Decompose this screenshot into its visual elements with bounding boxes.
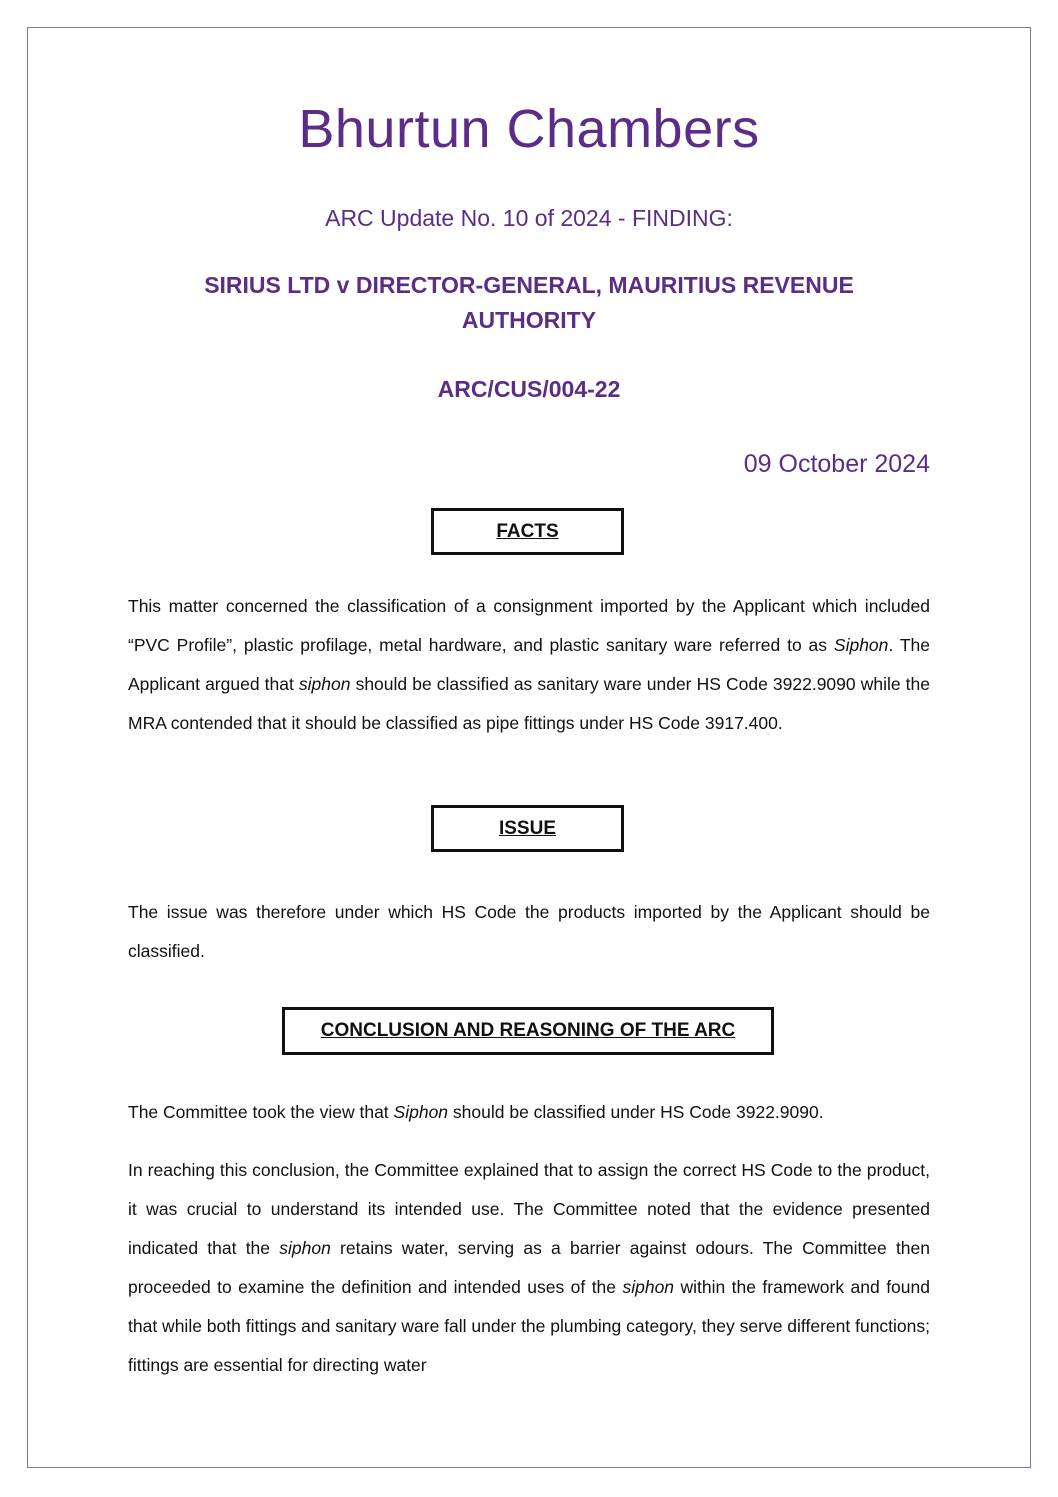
conclusion-heading-label: CONCLUSION AND REASONING OF THE ARC <box>320 1020 736 1041</box>
issue-heading-label: ISSUE <box>498 817 557 839</box>
conclusion-p2-siphon-1: siphon <box>279 1238 331 1258</box>
facts-heading-label: FACTS <box>496 520 559 542</box>
conclusion-p2-text-3: within the framework and found that while both fittings and sanitary ware fall under the plumbing category, they serve different functions; fittings are essential for directing water <box>128 1277 930 1375</box>
conclusion-p2-siphon-2: siphon <box>622 1277 675 1297</box>
conclusion-p1-text-2: should be classified under HS Code 3922.9090. <box>448 1102 824 1122</box>
issue-paragraph: The issue was therefore under which HS Code the products imported by the Applicant should be classified. <box>128 902 930 961</box>
conclusion-heading <box>282 1007 774 1055</box>
conclusion-p2-text-2: retains water, serving as a barrier against odours. The Committee then proceeded to examine the definition and intended uses of the <box>128 1238 931 1297</box>
document-date: 09 October 2024 <box>743 450 930 478</box>
facts-paragraph <box>128 587 930 743</box>
facts-text-2: . The Applicant argued that <box>128 635 930 694</box>
facts-heading <box>431 508 624 555</box>
update-line: ARC Update No. 10 of 2024 - FINDING: <box>325 205 733 231</box>
case-title: SIRIUS LTD v DIRECTOR-GENERAL, MAURITIUS REVENUE AUTHORITY <box>204 272 854 333</box>
facts-text-1: This matter concerned the classification of a consignment imported by the Applicant which included “PVC Profile”, plastic profilage, metal hardware, and plastic sanitary ware referred to as <box>128 596 930 655</box>
facts-text-siphon-1: Siphon <box>833 635 889 655</box>
org-title: Bhurtun Chambers <box>298 99 760 159</box>
facts-text-siphon-2: siphon <box>298 674 351 694</box>
conclusion-paragraph-1 <box>128 1093 930 1132</box>
conclusion-p2-text-1: In reaching this conclusion, the Committee explained that to assign the correct HS Code to the product, it was crucial to understand its intended use. The Committee noted that the evidence presented indicated that the <box>128 1160 930 1258</box>
conclusion-p1-text-1: The Committee took the view that <box>128 1102 394 1122</box>
issue-heading <box>431 805 624 852</box>
case-number: ARC/CUS/004-22 <box>437 376 621 402</box>
conclusion-p1-siphon: Siphon <box>393 1102 449 1122</box>
conclusion-paragraph-2 <box>128 1151 930 1385</box>
facts-text-3: should be classified as sanitary ware under HS Code 3922.9090 while the MRA contended that it should be classified as pipe fittings under HS Code 3917.400. <box>128 674 930 733</box>
